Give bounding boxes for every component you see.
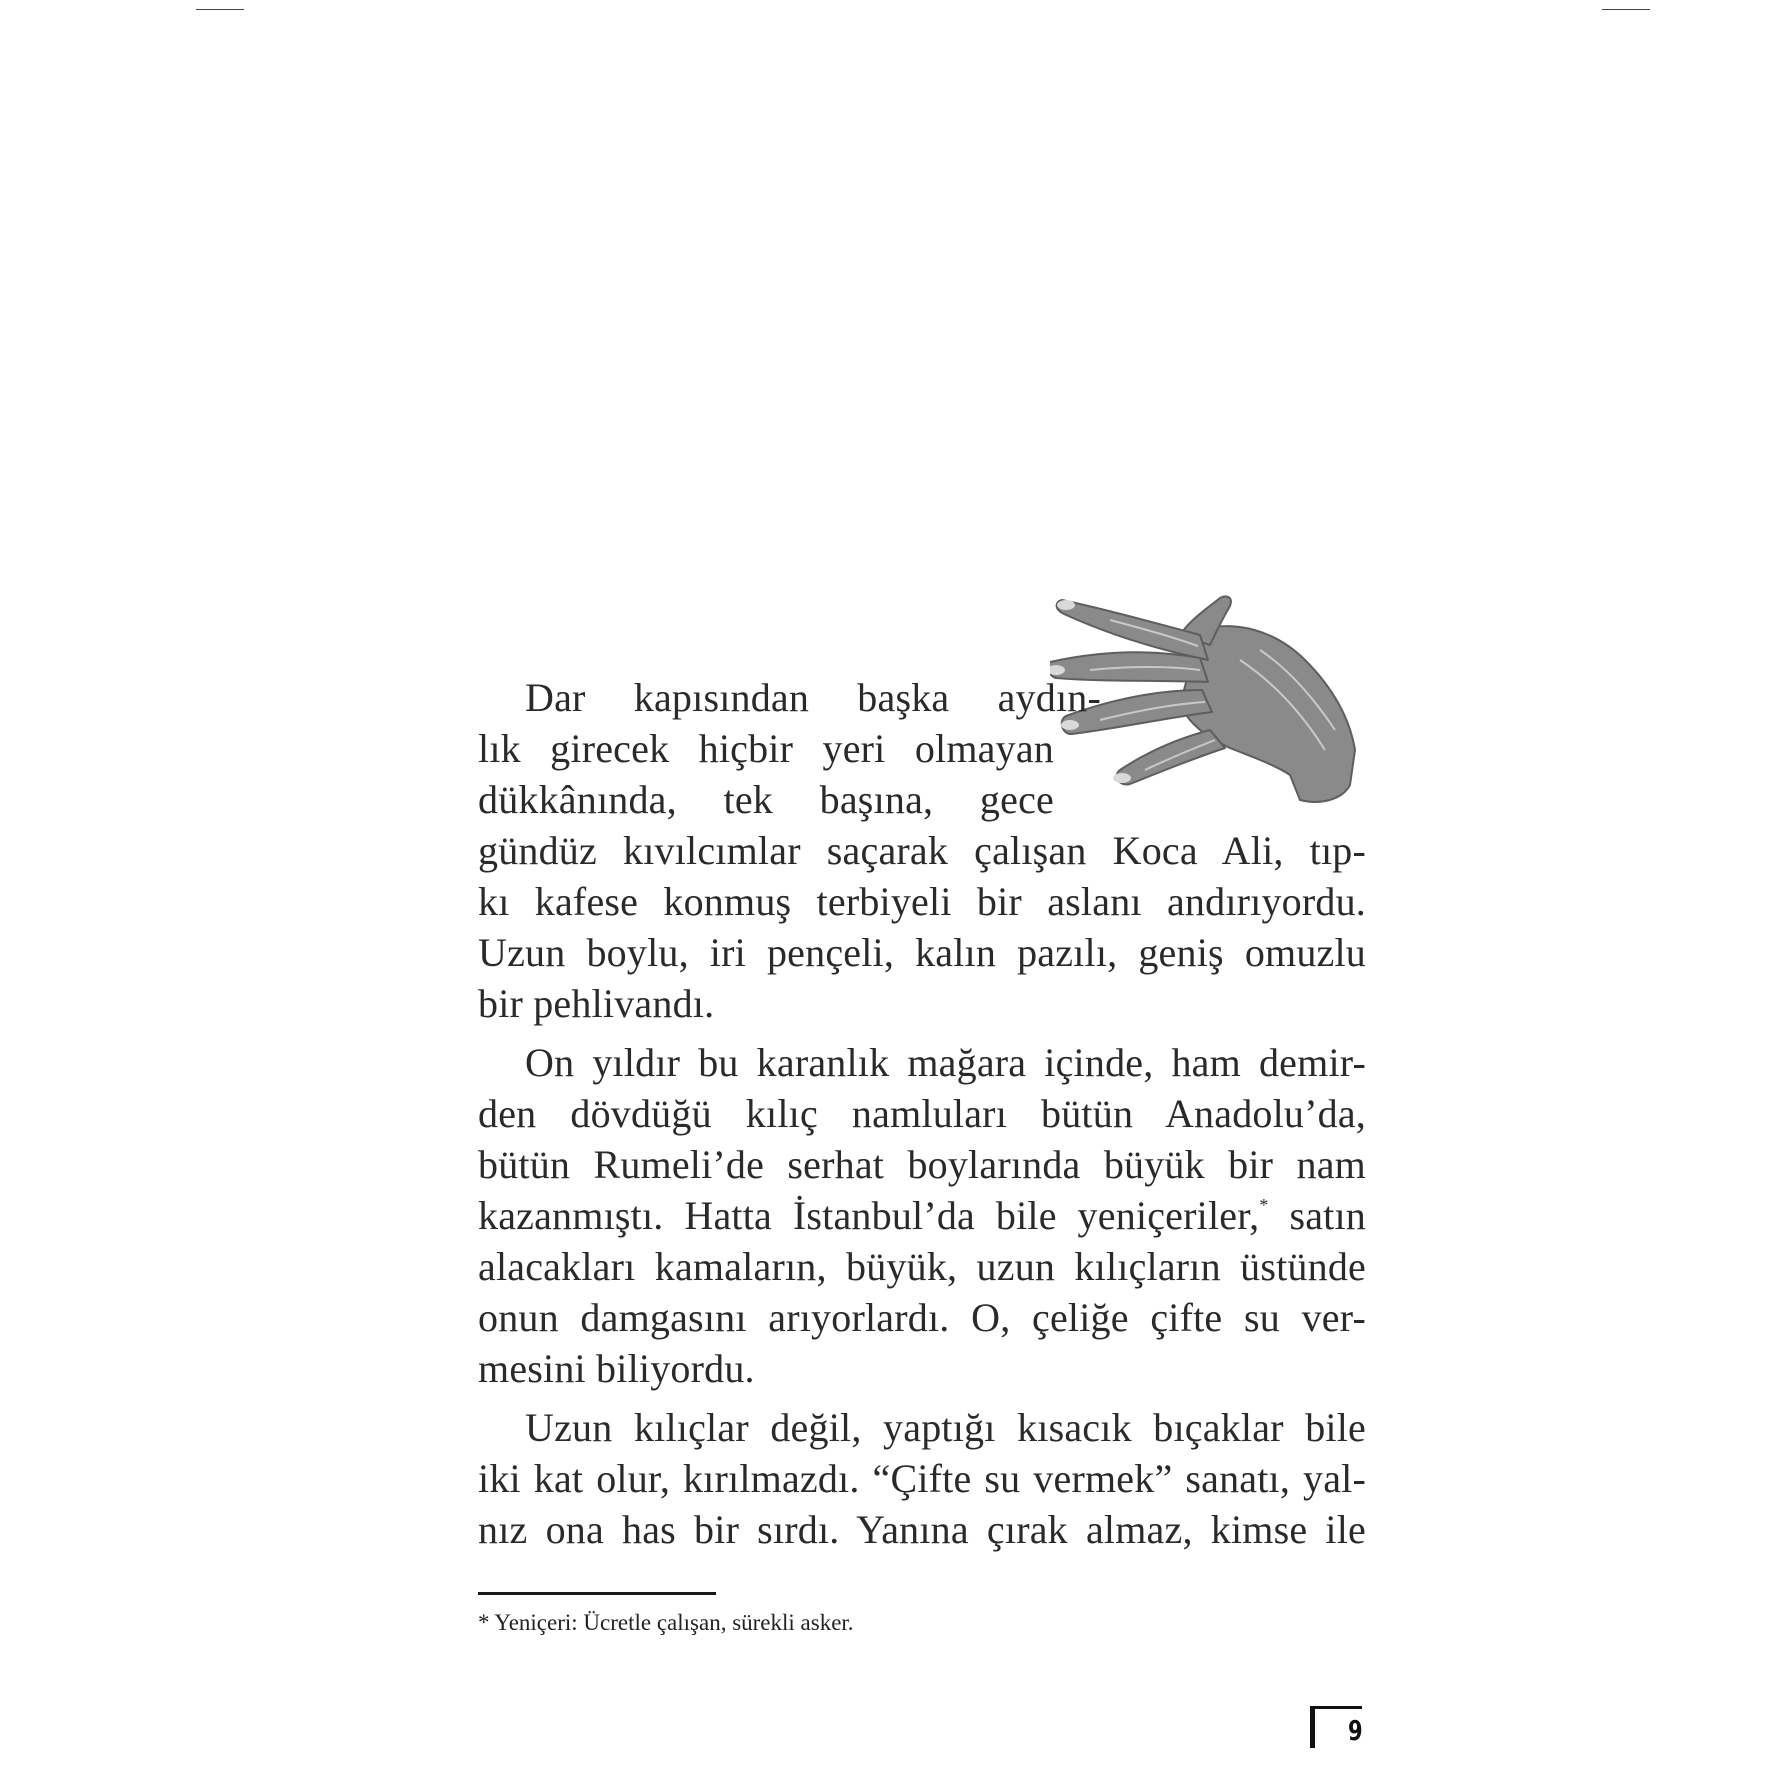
page-number-block xyxy=(1310,1706,1370,1748)
footnote: * Yeniçeri: Ücretle çalışan, sürekli asker. xyxy=(478,1610,854,1635)
text-line: Uzun boylu, iri pençeli, kalın pazılı, geniş omuzlu xyxy=(478,930,1366,975)
text-line: bütün Rumeli’de serhat boylarında büyük bir nam xyxy=(478,1142,1366,1187)
page-number-bar-horizontal xyxy=(1310,1706,1362,1709)
crop-mark-right xyxy=(1602,9,1650,10)
page-number: 9 xyxy=(1348,1714,1363,1747)
text-line: lık girecek hiçbir yeri olmayan xyxy=(478,726,1054,771)
footnote-rule xyxy=(478,1592,716,1595)
text-segment: kazanmıştı. Hatta İstanbul’da bile yeniçeriler, xyxy=(478,1193,1260,1238)
paragraph-3 xyxy=(478,1402,1366,1555)
text-line: dükkânında, tek başına, gece xyxy=(478,777,1054,822)
text-line: kı kafese konmuş terbiyeli bir aslanı andırıyordu. xyxy=(478,879,1366,924)
crop-mark-left xyxy=(196,9,244,10)
text-line: gündüz kıvılcımlar saçarak çalışan Koca Ali, tıp- xyxy=(478,828,1366,873)
text-segment: satın xyxy=(1289,1193,1366,1238)
text-line: nız ona has bir sırdı. Yanına çırak almaz, kimse ile xyxy=(478,1507,1366,1552)
paragraph-2 xyxy=(478,1037,1366,1394)
paragraph-1 xyxy=(478,672,1366,1029)
text-line: On yıldır bu karanlık mağara içinde, ham demir- xyxy=(525,1040,1366,1085)
text-line: mesini biliyordu. xyxy=(478,1346,755,1391)
text-line: alacakları kamaların, büyük, uzun kılıçların üstünde xyxy=(478,1244,1366,1289)
text-line-with-footnote xyxy=(478,1190,1366,1241)
page-number-bar-vertical xyxy=(1310,1706,1315,1748)
text-line: Dar kapısından başka aydın- xyxy=(525,675,1101,720)
text-line: Uzun kılıçlar değil, yaptığı kısacık bıçaklar bile xyxy=(525,1405,1366,1450)
text-line: bir pehlivandı. xyxy=(478,981,715,1026)
text-line: onun damgasını arıyorlardı. O, çeliğe çifte su ver- xyxy=(478,1295,1366,1340)
footnote-marker: * xyxy=(1259,1195,1269,1215)
body-text xyxy=(478,672,1366,1555)
text-line: iki kat olur, kırılmazdı. “Çifte su vermek” sanatı, yal- xyxy=(478,1456,1366,1501)
text-line: den dövdüğü kılıç namluları bütün Anadolu’da, xyxy=(478,1091,1366,1136)
